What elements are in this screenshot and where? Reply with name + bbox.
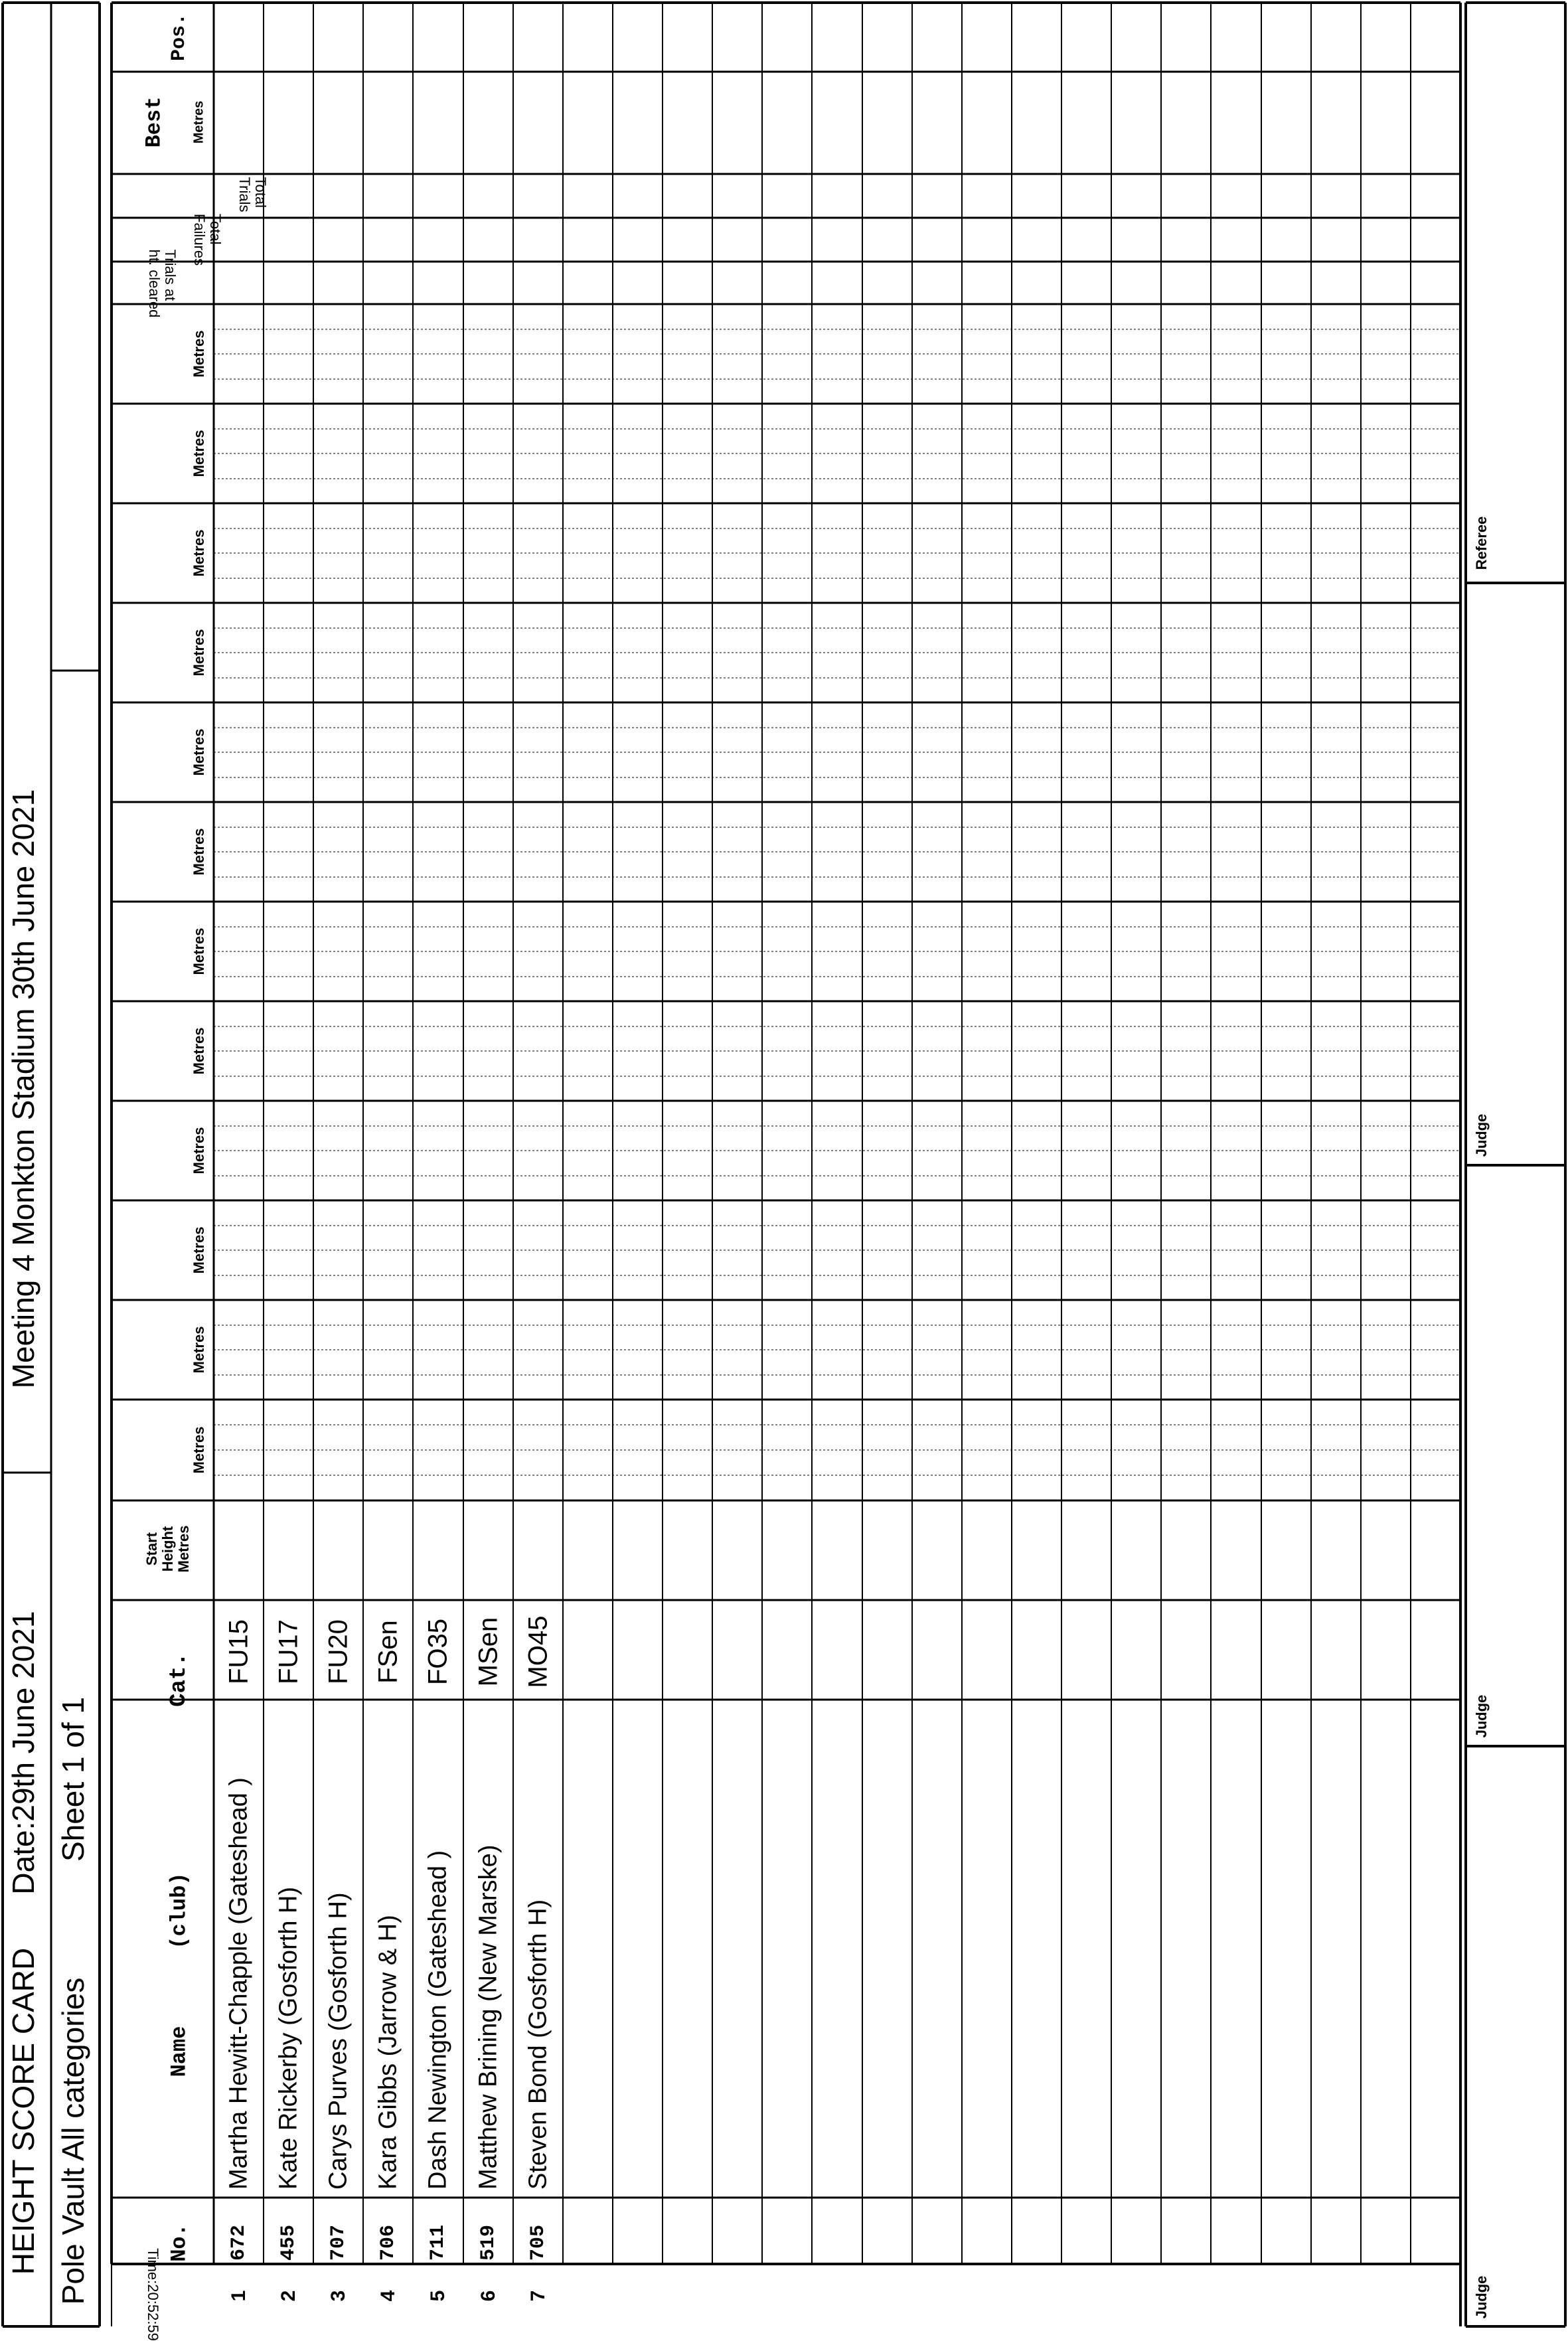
total-failures-line1: Total bbox=[207, 213, 224, 245]
athlete-number: 672 bbox=[227, 2224, 250, 2261]
athlete-category: FU20 bbox=[323, 1619, 353, 1684]
row-number: 2 bbox=[277, 2290, 299, 2302]
judge-label-2: Judge bbox=[1473, 1694, 1490, 1738]
col-header-metres: Metres bbox=[191, 1027, 207, 1075]
col-header-best-unit: Metres bbox=[191, 100, 206, 144]
trials-at-line2: ht. cleared bbox=[146, 249, 163, 318]
start-height-line2: Height bbox=[159, 1526, 176, 1572]
athlete-number: 706 bbox=[376, 2224, 400, 2261]
col-header-metres: Metres bbox=[191, 728, 207, 776]
trials-at-line1: Trials at bbox=[162, 249, 179, 301]
col-header-metres: Metres bbox=[191, 1127, 207, 1174]
col-header-metres: Metres bbox=[191, 1226, 207, 1274]
col-header-metres: Metres bbox=[191, 430, 207, 477]
athlete-name: Matthew Brining (New Marske) bbox=[474, 1844, 502, 2190]
card-title: HEIGHT SCORE CARD bbox=[6, 1947, 40, 2275]
athlete-category: MSen bbox=[473, 1617, 503, 1687]
total-failures-line2: Failures bbox=[191, 213, 208, 266]
col-header-total-trials bbox=[236, 177, 268, 212]
athlete-number: 707 bbox=[327, 2224, 350, 2261]
athlete-name: Dash Newington (Gateshead ) bbox=[424, 1850, 452, 2190]
meeting-name: Meeting 4 Monkton Stadium 30th June 2021 bbox=[6, 789, 40, 1389]
row-number: 6 bbox=[477, 2290, 499, 2302]
col-header-cat: Cat. bbox=[167, 1653, 192, 1707]
card-date: Date:29th June 2021 bbox=[6, 1611, 40, 1895]
col-header-metres: Metres bbox=[191, 1326, 207, 1374]
athlete-number: 705 bbox=[526, 2224, 550, 2261]
athlete-category: FU15 bbox=[224, 1619, 253, 1684]
col-header-trials-at bbox=[146, 250, 178, 318]
col-header-total-failures bbox=[191, 214, 223, 266]
athlete-category: FO35 bbox=[423, 1618, 453, 1686]
col-header-no: No. bbox=[167, 2223, 192, 2262]
col-header-start-height bbox=[144, 1526, 192, 1573]
print-time: Time:20:52:59 bbox=[145, 2248, 161, 2341]
athlete-category: FSen bbox=[373, 1620, 402, 1684]
athlete-name: Kara Gibbs (Jarrow & H) bbox=[374, 1915, 402, 2190]
row-number: 3 bbox=[327, 2290, 349, 2302]
athlete-name: Martha Hewitt-Chapple (Gateshead ) bbox=[224, 1777, 252, 2190]
col-header-metres: Metres bbox=[191, 928, 207, 975]
athlete-category: FU17 bbox=[274, 1619, 303, 1684]
row-number: 1 bbox=[227, 2290, 250, 2302]
judge-label-3: Judge bbox=[1473, 1113, 1490, 1157]
col-header-club: (club) bbox=[167, 1872, 192, 1949]
col-header-metres: Metres bbox=[191, 529, 207, 577]
row-number: 5 bbox=[427, 2290, 449, 2302]
col-header-metres: Metres bbox=[191, 1426, 207, 1474]
athlete-name: Carys Purves (Gosforth H) bbox=[324, 1892, 352, 2190]
start-height-line1: Start bbox=[143, 1532, 160, 1566]
athlete-category: MO45 bbox=[523, 1615, 552, 1688]
athlete-name: Steven Bond (Gosforth H) bbox=[524, 1899, 552, 2190]
total-trials-line1: Total bbox=[252, 177, 269, 208]
col-header-metres: Metres bbox=[191, 629, 207, 677]
athlete-name: Kate Rickerby (Gosforth H) bbox=[274, 1886, 302, 2190]
athlete-number: 455 bbox=[277, 2224, 300, 2261]
col-header-name: Name bbox=[167, 2026, 192, 2077]
row-number: 4 bbox=[376, 2290, 399, 2302]
total-trials-line2: Trials bbox=[236, 177, 253, 212]
athlete-number: 711 bbox=[427, 2224, 449, 2261]
col-header-pos: Pos. bbox=[168, 13, 191, 62]
sheet-number: Sheet 1 of 1 bbox=[56, 1696, 90, 1862]
referee-label: Referee bbox=[1473, 516, 1490, 570]
athlete-number: 519 bbox=[477, 2224, 500, 2261]
judge-label-1: Judge bbox=[1473, 2275, 1490, 2319]
row-number: 7 bbox=[526, 2290, 549, 2302]
event-name: Pole Vault All categories bbox=[56, 1977, 90, 2305]
start-height-line3: Metres bbox=[175, 1525, 192, 1573]
col-header-metres: Metres bbox=[191, 330, 207, 378]
col-header-metres: Metres bbox=[191, 828, 207, 876]
col-header-best: Best bbox=[141, 96, 167, 148]
